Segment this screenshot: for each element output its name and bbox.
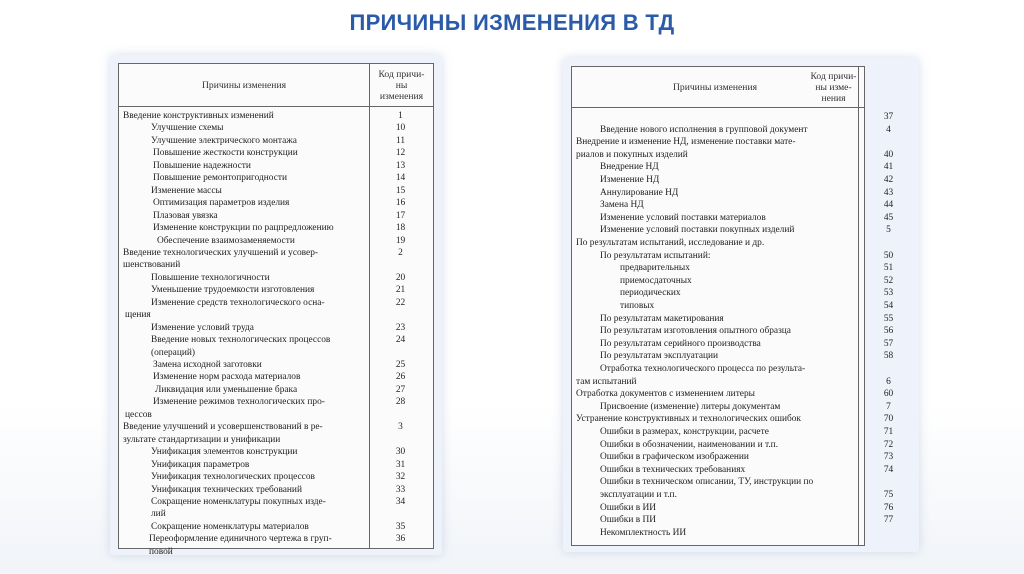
table-row	[572, 275, 894, 288]
reason-code: 30	[395, 447, 406, 458]
reason-code: 75	[883, 490, 894, 500]
reason-code: 73	[883, 452, 894, 463]
reason-text: Ошибки в технических требованиях	[600, 464, 746, 475]
reason-text: Внедрение НД	[600, 162, 659, 173]
table-row	[572, 489, 894, 502]
reason-code: 7	[886, 401, 891, 412]
reason-text: Сокращение номенклатуры материалов	[151, 521, 309, 532]
reason-text: Введение конструктивных изменений	[123, 111, 274, 121]
table-row	[119, 160, 433, 173]
reason-text: шенствований	[123, 260, 181, 271]
table-row	[572, 287, 894, 300]
table-row	[119, 247, 433, 260]
reason-text: Аннулирование НД	[600, 187, 679, 198]
reason-code: 71	[883, 427, 894, 437]
reason-code: 60	[883, 389, 894, 400]
reason-text: Внедрение и изменение НД, изменение поставки мате-	[576, 137, 796, 148]
table-row	[119, 197, 433, 210]
reason-text: Ошибки в техническом описании, ТУ, инструкции по	[600, 477, 814, 488]
reason-code: 11	[395, 135, 406, 146]
reason-text: Ошибки в размерах, конструкции, расчете	[600, 427, 769, 437]
reason-code: 13	[395, 160, 406, 171]
header-code-line: Код причи-	[810, 70, 857, 82]
table-row	[572, 363, 864, 376]
reason-code: 5	[886, 225, 891, 236]
reason-code: 37	[883, 112, 894, 122]
table-row	[572, 527, 864, 540]
table-row	[572, 426, 894, 439]
reason-code: 52	[883, 275, 894, 286]
reason-text: Повышение ремонтопригодности	[153, 173, 287, 184]
reason-text: Отработка документов с изменением литеры	[576, 389, 755, 400]
reason-code: 74	[883, 464, 894, 475]
reason-code: 77	[883, 515, 894, 526]
table-row	[572, 149, 894, 162]
table-row	[572, 502, 894, 515]
reason-text: Изменение условий поставки покупных изделий	[600, 225, 795, 236]
reason-text: По результатам эксплуатации	[600, 351, 719, 362]
reason-text: Улучшение электрического монтажа	[151, 135, 297, 146]
table-row	[119, 371, 433, 384]
table-row	[119, 185, 433, 198]
reason-text: Отработка технологического процесса по результа-	[600, 364, 806, 374]
table-row	[119, 347, 433, 360]
reason-text: По результатам макетирования	[600, 313, 724, 324]
reason-text: Введение технологических улучшений и усовер-	[123, 247, 319, 258]
reason-text: Унификация технологических процессов	[151, 472, 315, 483]
reason-text: Ликвидация или уменьшение брака	[155, 384, 298, 395]
reason-code: 15	[395, 185, 406, 196]
reason-text: зультате стандартизации и унификации	[123, 434, 281, 445]
table-row	[572, 338, 894, 351]
reason-code: 33	[395, 484, 406, 495]
header-reasons: Причины изменения	[673, 81, 757, 93]
reason-text: Оптимизация параметров изделия	[153, 198, 290, 209]
header-code	[803, 67, 864, 107]
table-row	[119, 471, 433, 484]
reason-code: 17	[395, 210, 406, 221]
reason-text: типовых	[620, 301, 655, 311]
reason-text: Сокращение номенклатуры покупных изде-	[151, 496, 326, 507]
reason-code: 76	[883, 502, 894, 513]
reason-code: 19	[395, 235, 406, 246]
reason-code: 10	[395, 123, 406, 134]
table-row	[572, 124, 891, 137]
table-row	[572, 451, 894, 464]
reason-code: 31	[395, 459, 406, 470]
reason-text: Повышение технологичности	[151, 272, 270, 283]
reason-code: 3	[398, 422, 403, 433]
reason-text: Присвоение (изменение) литеры документам	[600, 401, 781, 412]
reason-text: Переоформление единичного чертежа в груп-	[149, 534, 332, 545]
reason-code: 21	[395, 285, 406, 296]
reason-code: 26	[395, 372, 406, 383]
reason-code: 2	[398, 247, 403, 258]
reason-text: цессов	[125, 409, 152, 420]
table-row	[119, 434, 433, 447]
table-row	[119, 135, 433, 148]
table-row	[572, 388, 894, 401]
header-code-line: нения	[821, 92, 846, 104]
table-row	[572, 476, 864, 489]
reason-text: Уменьшение трудоемкости изготовления	[151, 285, 315, 296]
reason-code: 22	[395, 297, 406, 308]
table-row	[572, 413, 894, 426]
reason-text: Ошибки в обозначении, наименовании и т.п.	[600, 439, 779, 450]
reason-code: 70	[883, 414, 894, 425]
table-row	[119, 259, 433, 272]
reason-code: 32	[395, 472, 406, 483]
table-row	[119, 110, 433, 123]
table-row	[572, 376, 891, 389]
reason-text: Плазовая увязка	[153, 210, 218, 221]
right-page-scan	[563, 58, 919, 552]
table-row	[572, 250, 894, 263]
table-row	[119, 508, 433, 521]
reason-text: Унификация технических требований	[151, 484, 302, 495]
reason-code: 28	[395, 397, 406, 408]
reason-text: Ошибки в графическом изображении	[600, 452, 749, 463]
reason-text: Изменение конструкции по рацпредложению	[153, 223, 334, 234]
reason-code: 53	[883, 288, 894, 299]
table-row	[572, 161, 894, 174]
table-row	[119, 297, 433, 310]
reason-code: 35	[395, 521, 406, 532]
table-row	[119, 521, 433, 534]
reason-code: 55	[883, 313, 894, 324]
reason-text: По результатам испытаний, исследование и др.	[576, 238, 765, 248]
reason-text: Повышение надежности	[153, 160, 251, 171]
reason-text: Изменение норм расхода материалов	[153, 372, 301, 383]
reason-text: приемосдаточных	[620, 275, 692, 286]
table-row	[119, 122, 433, 135]
table-header	[572, 67, 864, 108]
reason-text: лий	[151, 509, 166, 520]
table-row	[119, 272, 433, 285]
table-row	[572, 111, 894, 124]
reason-text: повой	[149, 546, 173, 557]
reason-code: 1	[398, 111, 403, 121]
header-code-line: Код причи-	[378, 68, 425, 80]
table-row	[119, 322, 433, 335]
table-row	[572, 300, 894, 313]
reason-text: Замена НД	[600, 200, 644, 211]
reason-text: Унификация элементов конструкции	[151, 447, 298, 458]
header-code-line: изменения	[379, 90, 424, 102]
reason-code: 43	[883, 187, 894, 198]
reason-text: Изменение условий труда	[151, 322, 254, 333]
reason-code: 45	[883, 212, 894, 223]
table-row	[572, 237, 864, 250]
left-reasons-table	[118, 63, 434, 557]
table-row	[572, 313, 894, 326]
reason-text: Некомплектность ИИ	[600, 527, 687, 538]
table-row	[572, 136, 864, 149]
slide-title: ПРИЧИНЫ ИЗМЕНЕНИЯ В ТД	[349, 10, 675, 35]
reason-text: По результатам серийного производства	[600, 338, 761, 349]
reason-text: щения	[125, 310, 151, 321]
table-row	[119, 359, 433, 372]
reason-text: Изменение массы	[151, 185, 222, 196]
table-row	[572, 325, 894, 338]
table-row	[572, 199, 894, 212]
table-row	[119, 222, 433, 235]
reason-code: 58	[883, 351, 894, 362]
reason-code: 25	[395, 360, 406, 370]
table-row	[119, 172, 433, 185]
left-page-scan	[110, 55, 442, 555]
reason-code: 12	[395, 148, 406, 159]
table-row	[572, 212, 894, 225]
table-row	[572, 439, 894, 452]
reason-code: 57	[883, 338, 894, 349]
table-row	[572, 464, 894, 477]
reason-text: Унификация параметров	[151, 459, 250, 470]
reason-text: эксплуатации и т.п.	[600, 490, 677, 500]
reason-code: 54	[883, 301, 894, 311]
table-header	[119, 64, 433, 107]
table-row	[119, 284, 433, 297]
reason-text: Улучшение схемы	[151, 123, 224, 134]
reason-code: 51	[883, 263, 894, 274]
table-row	[119, 421, 433, 434]
table-row	[572, 401, 891, 414]
table-row	[119, 533, 433, 546]
table-row	[119, 459, 433, 472]
reason-code: 34	[395, 496, 406, 507]
reason-code: 40	[883, 149, 894, 160]
table-row	[119, 409, 433, 422]
reason-text: Изменение условий поставки материалов	[600, 212, 766, 223]
reason-text: По результатам изготовления опытного образца	[600, 326, 791, 337]
reason-code: 56	[883, 326, 894, 337]
table-row	[572, 224, 891, 237]
reason-code: 50	[883, 250, 894, 261]
table-row	[572, 514, 894, 527]
reason-code: 36	[395, 534, 406, 545]
table-row	[119, 496, 433, 509]
reason-code: 44	[883, 200, 894, 211]
table-row	[119, 309, 433, 322]
reason-text: Изменение средств технологического осна-	[151, 297, 325, 308]
table-row	[572, 262, 894, 275]
reason-text: По результатам испытаний:	[600, 250, 711, 261]
table-row	[119, 396, 433, 409]
reason-code: 16	[395, 198, 406, 209]
table-row	[119, 334, 433, 347]
table-row	[572, 350, 894, 363]
table-row	[119, 235, 433, 248]
reason-code: 14	[395, 173, 406, 184]
reason-text: Повышение жесткости конструкции	[153, 148, 298, 159]
header-code-line: ны	[395, 79, 408, 91]
reason-code: 4	[886, 124, 891, 135]
reason-text: Обеспечение взаимозаменяемости	[157, 235, 295, 246]
table-row	[119, 484, 433, 497]
reason-text: риалов и покупных изделий	[576, 149, 688, 160]
table-row	[119, 446, 433, 459]
reason-text: Ошибки в ПИ	[600, 515, 657, 526]
header-code-line: ны изме-	[815, 81, 852, 93]
header-code	[370, 64, 433, 106]
reason-code: 6	[886, 376, 891, 387]
table-row	[119, 546, 433, 559]
reason-code: 20	[395, 272, 406, 283]
table-row	[572, 187, 894, 200]
table-row	[119, 147, 433, 160]
table-row	[119, 210, 433, 223]
reason-text: Введение новых технологических процессов	[151, 335, 331, 346]
reason-code: 27	[395, 384, 406, 395]
reason-code: 23	[395, 322, 406, 333]
table-row	[119, 384, 433, 397]
reason-code: 24	[395, 335, 406, 346]
reason-text: Изменение НД	[600, 175, 660, 185]
reason-code: 41	[883, 162, 894, 173]
right-reasons-table	[571, 66, 894, 546]
reason-text: Введение улучшений и усовершенствований в ре-	[123, 422, 323, 433]
reason-text: там испытаний	[576, 376, 637, 387]
reason-text: Замена исходной заготовки	[153, 360, 262, 370]
reason-text: Введение нового исполнения в групповой документ	[600, 124, 808, 135]
reason-text: предварительных	[620, 263, 690, 274]
reason-text: (операций)	[151, 347, 196, 358]
reason-text: Устранение конструктивных и технологических ошибок	[576, 414, 801, 425]
reason-text: Изменение режимов технологических про-	[153, 397, 325, 408]
header-reasons: Причины изменения	[202, 79, 286, 91]
table-row	[572, 174, 894, 187]
reason-code: 72	[883, 439, 894, 450]
reason-code: 42	[883, 175, 894, 185]
reason-text: периодических	[620, 288, 681, 299]
reason-text: Ошибки в ИИ	[600, 502, 657, 513]
reason-code: 18	[395, 223, 406, 234]
